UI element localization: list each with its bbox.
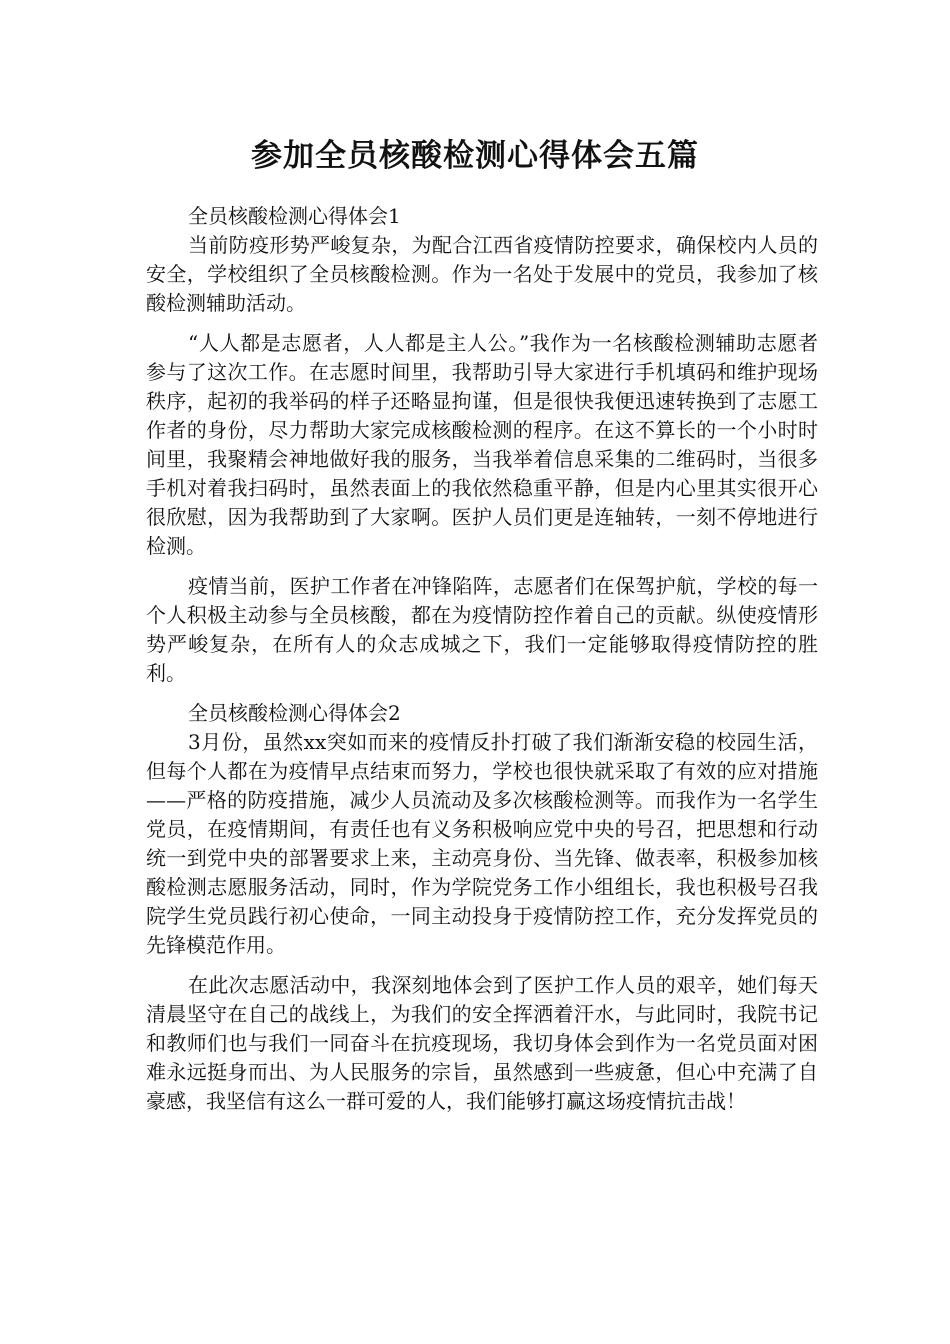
document-body [146,202,818,1116]
section-heading-1: 全员核酸检测心得体会1 [188,204,401,228]
paragraph-2-1: 3月份，虽然xx突如而来的疫情反扑打破了我们渐渐安稳的校园生活，但每个人都在为疫情早点结束而努力，学校也很快就采取了有效的应对措施——严格的防疫措施，减少人员流动及多次核酸检测等。而我作为一名学生党员，在疫情期间，有责任也有义务积极响应党中央的号召，把思想和行动统一到党中央的部署要求上来，主动亮身份、当先锋、做表率，积极参加核酸检测志愿服务活动，同时，作为学院党务工作小组组长，我也积极号召我院学生党员践行初心使命，一同主动投身于疫情防控工作，充分发挥党员的先锋模范作用。 [146,730,818,957]
paragraph-1-2: “人人都是志愿者，人人都是主人公。”我作为一名核酸检测辅助志愿者参与了这次工作。在志愿时间里，我帮助引导大家进行手机填码和维护现场秩序，起初的我举码的样子还略显拘谨，但是很快我便迅速转换到了志愿工作者的身份，尽力帮助大家完成核酸检测的程序。在这不算长的一个小时时间里，我聚精会神地做好我的服务，当我举着信息采集的二维码时，当很多手机对着我扫码时，虽然表面上的我依然稳重平静，但是内心里其实很开心很欣慰，因为我帮助到了大家啊。医护人员们更是连轴转，一刻不停地进行检测。 [146,331,818,558]
paragraph-1-3: 疫情当前，医护工作者在冲锋陷阵，志愿者们在保驾护航，学校的每一个人积极主动参与全员核酸，都在为疫情防控作着自己的贡献。纵使疫情形势严峻复杂，在所有人的众志成城之下，我们一定能够取得疫情防控的胜利。 [146,574,818,685]
document-title: 参加全员核酸检测心得体会五篇 [251,138,699,174]
paragraph-2-2: 在此次志愿活动中，我深刻地体会到了医护工作人员的艰辛，她们每天清晨坚守在自己的战线上，为我们的安全挥洒着汗水，与此同时，我院书记和教师们也与我们一同奋斗在抗疫现场，我切身体会到作为一名党员面对困难永远挺身而出、为人民服务的宗旨，虽然感到一些疲惫，但心中充满了自豪感，我坚信有这么一群可爱的人，我们能够打赢这场疫情抗击战！ [146,973,818,1113]
paragraph-1-1: 当前防疫形势严峻复杂，为配合江西省疫情防控要求，确保校内人员的安全，学校组织了全员核酸检测。作为一名处于发展中的党员，我参加了核酸检测辅助活动。 [146,233,818,315]
section-heading-2: 全员核酸检测心得体会2 [188,701,401,725]
